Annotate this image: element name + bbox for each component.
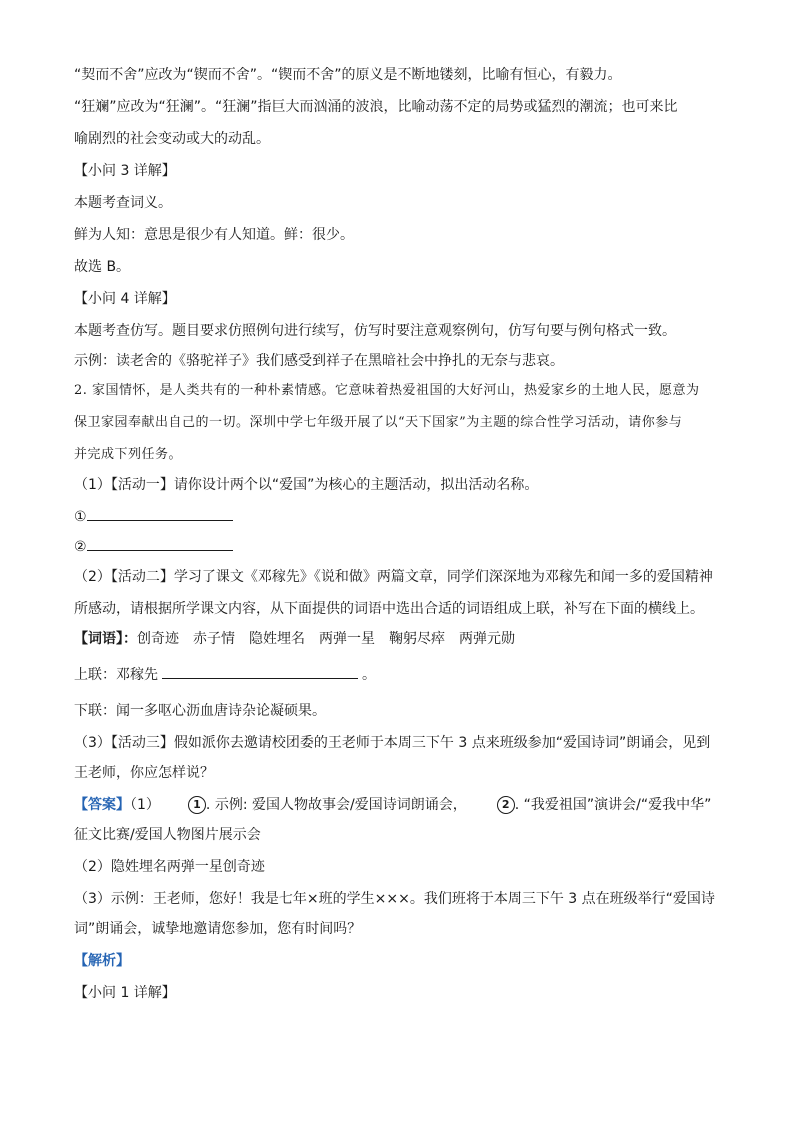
analysis-label: 【解析】: [74, 953, 130, 969]
activity-2-prompt-2: 所感动，请根据所学课文内容，从下面提供的词语中选出合适的词语组成上联，补写在下面的横线上。: [74, 601, 704, 617]
q4-explanation: 本题考查仿写。题目要求仿照例句进行续写，仿写时要注意观察例句，仿写句要与例句格式一致。: [74, 323, 676, 339]
answer-line-1: [74, 796, 711, 814]
circled-number-2: 2: [497, 796, 515, 814]
answer-part-3-line-1: （3）示例：王老师，您好！我是七年×班的学生×××。我们班将于本周三下午 3 点在班级举行“爱国诗: [74, 891, 715, 907]
q4-example: 示例：读老舍的《骆驼祥子》我们感受到祥子在黑暗社会中挣扎的无奈与悲哀。: [74, 353, 564, 369]
answer-blank[interactable]: [87, 506, 233, 521]
answer-part-2: （2）隐姓埋名两弹一星创奇迹: [74, 859, 265, 875]
item-marker: ②: [74, 539, 87, 555]
q3-explanation-2: 鲜为人知：意思是很少有人知道。鲜：很少。: [74, 227, 354, 243]
q3-answer: 故选 B。: [74, 259, 131, 275]
couplet-blank[interactable]: [162, 664, 358, 679]
couplet-lower: 下联：闻一多呕心沥血唐诗杂论凝硕果。: [74, 703, 326, 719]
word-bank: [74, 630, 515, 648]
answer-line-2: 征文比赛/爱国人物图片展示会: [74, 827, 261, 843]
section-heading-q4: 【小问 4 详解】: [74, 291, 176, 307]
section-heading-q3: 【小问 3 详解】: [74, 163, 176, 179]
question-2-intro-2: 保卫家园奉献出自己的一切。深圳中学七年级开展了以“天下国家”为主题的综合性学习活动，请你参与: [74, 415, 683, 430]
question-2-intro-3: 并完成下列任务。: [74, 447, 183, 462]
correction-line-3: 喻剧烈的社会变动或大的动乱。: [74, 131, 270, 147]
answer-part-3-line-2: 词”朗诵会，诚挚地邀请您参加，您有时间吗？: [74, 921, 362, 937]
activity-3-prompt-2: 王老师，你应怎样说？: [74, 765, 214, 781]
activity-1-blank-1: [74, 506, 233, 526]
circled-number-1: 1: [188, 796, 206, 814]
couplet-upper: [74, 664, 376, 684]
correction-line-2: “狂斓”应改为“狂澜”。“狂澜”指巨大而汹涌的波浪，比喻动荡不定的局势或猛烈的潮流；也可来比: [74, 99, 678, 115]
q3-explanation-1: 本题考查词义。: [74, 195, 172, 211]
correction-line-1: “契而不舍”应改为“锲而不舍”。“锲而不舍”的原义是不断地镂刻，比喻有恒心，有毅力。: [74, 67, 622, 83]
answer-2-text: . “我爱祖国”演讲会/“爱我中华”: [514, 797, 712, 813]
activity-1-blank-2: [74, 536, 233, 556]
answer-part-1: （1）: [130, 797, 160, 813]
couplet-period: 。: [362, 667, 376, 683]
section-heading-q1: 【小问 1 详解】: [74, 985, 176, 1001]
word-bank-words: 创奇迹 赤子情 隐姓埋名 两弹一星 鞠躬尽瘁 两弹元勋: [137, 631, 515, 647]
word-bank-label: 【词语】：: [74, 631, 137, 647]
item-marker: ①: [74, 509, 87, 525]
activity-1-prompt: （1）【活动一】请你设计两个以“爱国”为核心的主题活动，拟出活动名称。: [74, 477, 539, 493]
question-2-intro-1: 2. 家国情怀，是人类共有的一种朴素情感。它意味着热爱祖国的大好河山，热爱家乡的土地人民，愿意为: [74, 383, 700, 398]
couplet-upper-label: 上联：邓稼先: [74, 667, 158, 683]
answer-blank[interactable]: [87, 536, 233, 551]
activity-3-prompt-1: （3）【活动三】假如派你去邀请校团委的王老师于本周三下午 3 点来班级参加“爱国诗词”朗诵会，见到: [74, 735, 711, 751]
activity-2-prompt-1: （2）【活动二】学习了课文《邓稼先》《说和做》两篇文章，同学们深深地为邓稼先和闻一多的爱国精神: [74, 569, 713, 585]
answer-1-text: . 示例: 爱国人物故事会/爱国诗词朗诵会，: [205, 797, 467, 813]
answer-label: 【答案】: [74, 797, 130, 813]
